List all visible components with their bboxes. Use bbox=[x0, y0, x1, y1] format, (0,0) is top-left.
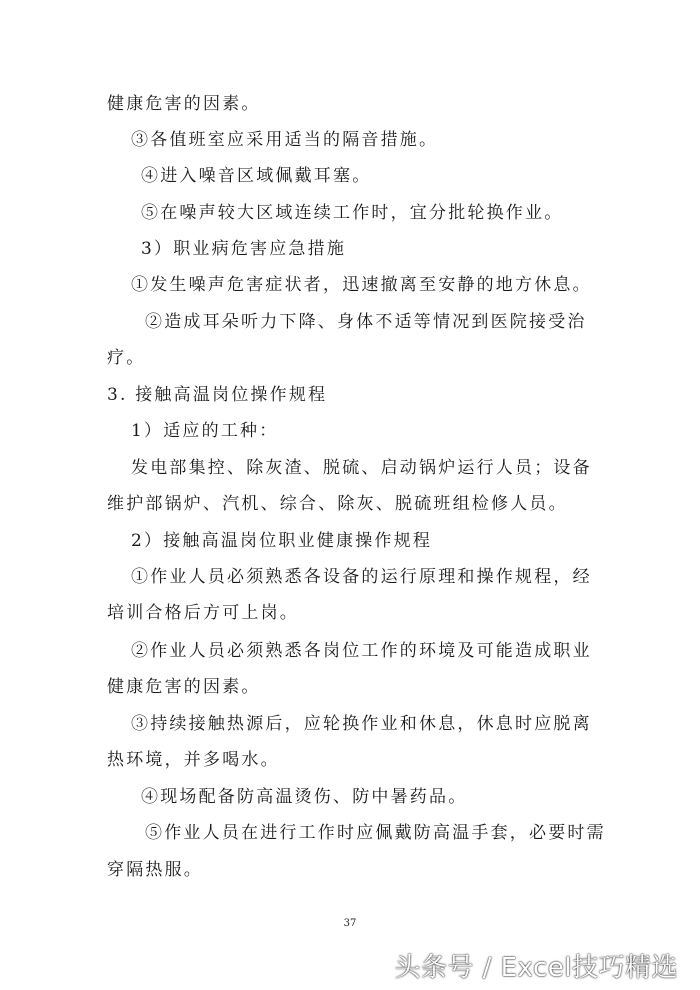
text-line: 1）适应的工种： bbox=[131, 421, 279, 441]
text-line: ④现场配备防高温烫伤、防中暑药品。 bbox=[141, 787, 468, 807]
text-line: 穿隔热服。 bbox=[107, 860, 203, 880]
text-line: ②作业人员必须熟悉各岗位工作的环境及可能造成职业 bbox=[131, 641, 592, 661]
text-line: ⑤作业人员在进行工作时应佩戴防高温手套，必要时需 bbox=[145, 823, 606, 843]
text-line: 发电部集控、除灰渣、脱硫、启动锅炉运行人员；设备 bbox=[131, 458, 592, 478]
text-line: 健康危害的因素。 bbox=[107, 94, 261, 114]
text-line: ①发生噪声危害症状者，迅速撤离至安静的地方休息。 bbox=[131, 275, 592, 295]
text-line: 健康危害的因素。 bbox=[107, 677, 261, 697]
text-line: ③各值班室应采用适当的隔音措施。 bbox=[131, 130, 439, 150]
text-line: ③持续接触热源后，应轮换作业和休息，休息时应脱离 bbox=[131, 714, 592, 734]
text-line: 3）职业病危害应急措施 bbox=[141, 239, 347, 259]
text-line: ④进入噪音区域佩戴耳塞。 bbox=[141, 166, 372, 186]
text-line: 热环境，并多喝水。 bbox=[107, 750, 280, 770]
text-line: ①作业人员必须熟悉各设备的运行原理和操作规程，经 bbox=[131, 567, 592, 587]
text-line: 维护部锅炉、汽机、综合、除灰、脱硫班组检修人员。 bbox=[107, 494, 568, 514]
watermark: 头条号 / Excel技巧精选 bbox=[394, 953, 678, 983]
text-line: ⑤在噪声较大区域连续工作时，宜分批轮换作业。 bbox=[141, 203, 564, 223]
text-line: 疗。 bbox=[107, 348, 146, 368]
text-line: ②造成耳朵听力下降、身体不适等情况到医院接受治 bbox=[145, 312, 587, 332]
page-number: 37 bbox=[343, 918, 357, 929]
section-heading: 3. 接触高温岗位操作规程 bbox=[107, 385, 328, 405]
text-line: 培训合格后方可上岗。 bbox=[107, 603, 299, 623]
text-line: 2）接触高温岗位职业健康操作规程 bbox=[131, 531, 433, 551]
